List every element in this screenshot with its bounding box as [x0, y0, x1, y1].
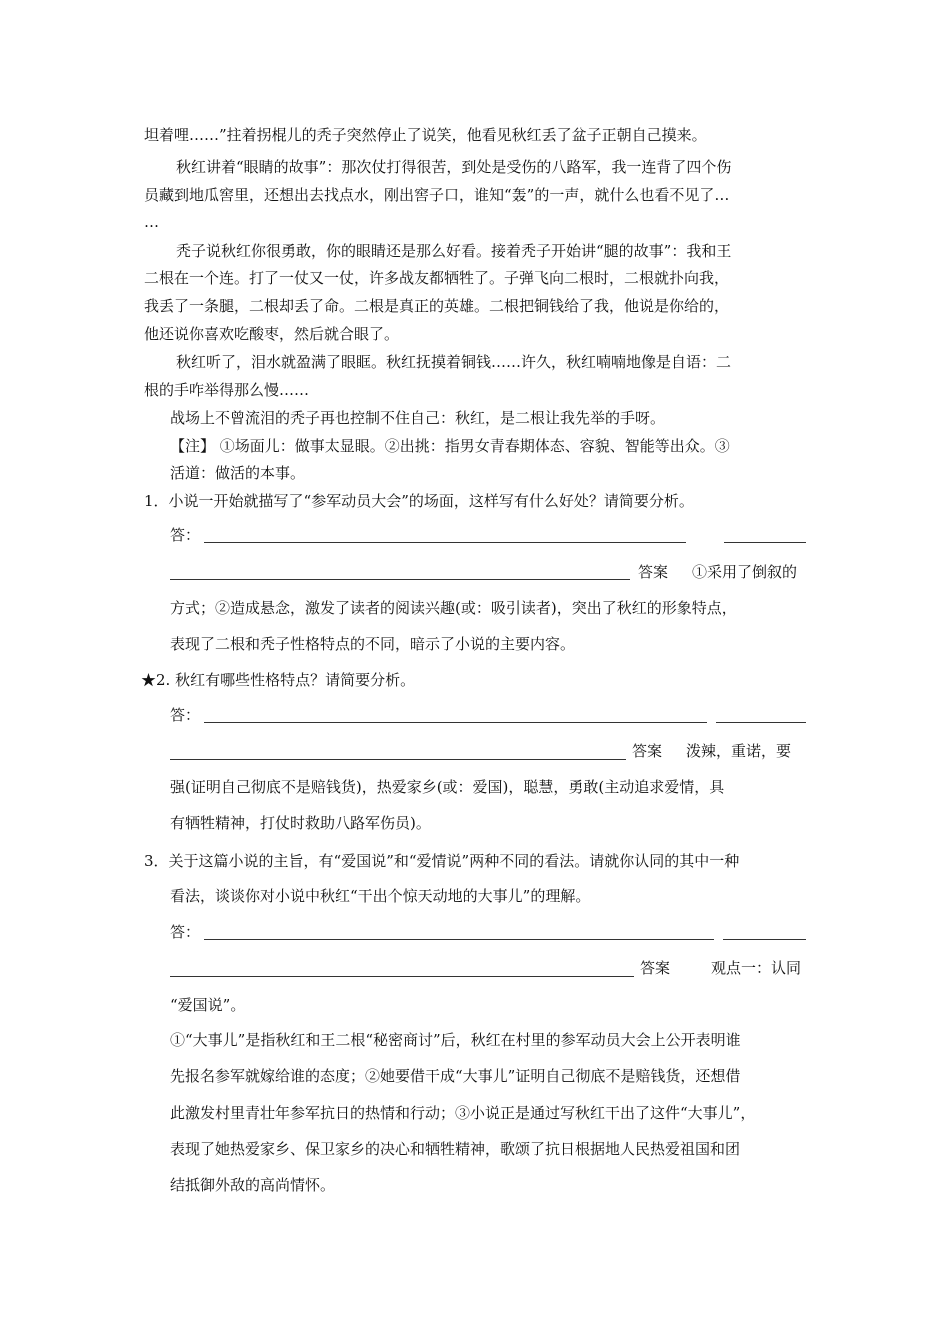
answer-blank-line [170, 976, 634, 977]
story-line: 坦着哩……”拄着拐棍儿的秃子突然停止了说笑，他看见秋红丢了盆子正朝自己摸来。 [144, 126, 707, 144]
answer-key-text: 结抵御外敌的高尚情怀。 [170, 1176, 336, 1194]
story-line: 战场上不曾流泪的秃子再也控制不住自己：秋红，是二根让我先举的手呀。 [170, 409, 666, 427]
story-line: 秋红听了，泪水就盈满了眼眶。秋红抚摸着铜钱……许久，秋红喃喃地像是自语：二 [176, 353, 732, 371]
answer-key-text: 此激发村里青壮年参军抗日的热情和行动；③小说正是通过写秋红干出了这件“大事儿”， [170, 1104, 756, 1122]
answer-key-text: 强(证明自己彻底不是赔钱货)，热爱家乡(或：爱国)，聪慧，勇敢(主动追求爱情，具 [170, 778, 725, 796]
answer-blank-line [204, 722, 707, 723]
answer-blank-line [170, 579, 630, 580]
question-2-prompt: ★2. 秋红有哪些性格特点？请简要分析。 [141, 671, 416, 689]
story-line: 根的手咋举得那么慢…… [144, 381, 310, 399]
answer-key-label: 答案 [638, 563, 669, 581]
footnote-line: 活道：做活的本事。 [170, 464, 306, 482]
answer-blank-line [204, 542, 686, 543]
answer-blank-line [723, 939, 806, 940]
answer-label: 答： [170, 526, 201, 544]
answer-key-text: 观点一：认同 [711, 959, 802, 977]
story-line: 秃子说秋红你很勇敢，你的眼睛还是那么好看。接着秃子开始讲“腿的故事”：我和王 [176, 242, 732, 260]
answer-blank-line [716, 722, 806, 723]
answer-key-text: 先报名参军就嫁给谁的态度；②她要借干成“大事儿”证明自己彻底不是赔钱货，还想借 [170, 1067, 741, 1085]
answer-blank-line [204, 939, 714, 940]
answer-key-label: 答案 [640, 959, 671, 977]
answer-label: 答： [170, 706, 201, 724]
story-line: … [144, 213, 159, 231]
answer-blank-line [724, 542, 806, 543]
answer-key-text: 有牺牲精神，打仗时救助八路军伤员)。 [170, 814, 431, 832]
answer-key-text: 方式；②造成悬念，激发了读者的阅读兴趣(或：吸引读者)，突出了秋红的形象特点， [170, 599, 737, 617]
answer-key-text: 泼辣，重诺，要 [686, 742, 792, 760]
answer-key-text: 表现了她热爱家乡、保卫家乡的决心和牺牲精神，歌颂了抗日根据地人民热爱祖国和团 [170, 1140, 741, 1158]
question-1-prompt: 1．小说一开始就描写了“参军动员大会”的场面，这样写有什么好处？请简要分析。 [144, 492, 694, 510]
story-line: 二根在一个连。打了一仗又一仗，许多战友都牺牲了。子弹飞向二根时，二根就扑向我， [144, 269, 730, 287]
story-line: 他还说你喜欢吃酸枣，然后就合眼了。 [144, 325, 400, 343]
answer-blank-line [170, 759, 626, 760]
story-line: 秋红讲着“眼睛的故事”：那次仗打得很苦，到处是受伤的八路军，我一连背了四个伤 [176, 158, 732, 176]
answer-key-text: ①“大事儿”是指秋红和王二根“秘密商讨”后，秋红在村里的参军动员大会上公开表明谁 [170, 1031, 741, 1049]
answer-key-label: 答案 [632, 742, 663, 760]
footnote-line: 【注】 ①场面儿：做事太显眼。②出挑：指男女青春期体态、容貌、智能等出众。③ [170, 437, 730, 455]
story-line: 我丢了一条腿，二根却丢了命。二根是真正的英雄。二根把铜钱给了我，他说是你给的， [144, 297, 730, 315]
story-line: 员藏到地瓜窖里，还想出去找点水，刚出窖子口，谁知“轰”的一声，就什么也看不见了… [144, 186, 730, 204]
answer-key-text: “爱国说”。 [170, 996, 246, 1014]
answer-key-text: ①采用了倒叙的 [692, 563, 798, 581]
answer-label: 答： [170, 923, 201, 941]
answer-key-text: 表现了二根和秃子性格特点的不同，暗示了小说的主要内容。 [170, 635, 576, 653]
question-3-prompt: 3．关于这篇小说的主旨，有“爱国说”和“爱情说”两种不同的看法。请就你认同的其中一种 [144, 852, 740, 870]
question-3-prompt: 看法，谈谈你对小说中秋红“干出个惊天动地的大事儿”的理解。 [170, 887, 591, 905]
